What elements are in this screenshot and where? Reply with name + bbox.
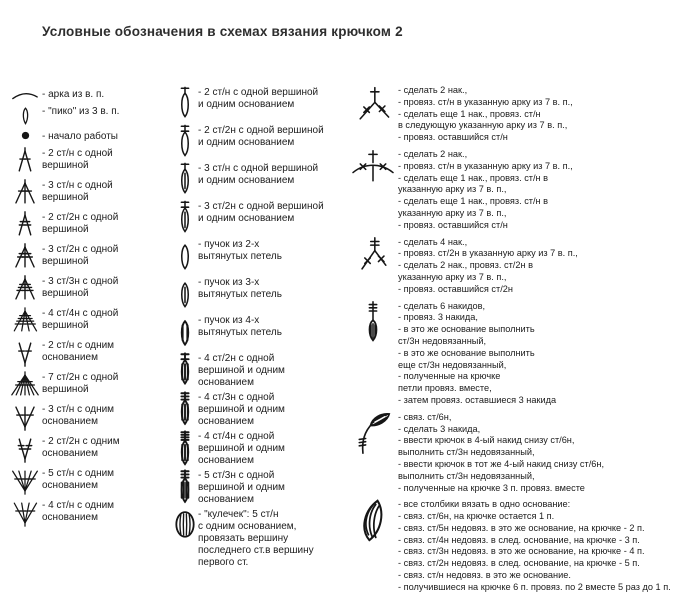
- legend-item: [172, 238, 350, 274]
- legend-line: вершиной: [42, 192, 89, 203]
- puff-2dc-icon: [172, 86, 198, 122]
- legend-line: - сделать 3 накида,: [398, 423, 481, 434]
- legend-item: [348, 498, 690, 593]
- puff-2tr-icon: [172, 124, 198, 160]
- legend-line: - сделать 6 накидов,: [398, 300, 486, 311]
- legend-item: [8, 435, 174, 463]
- legend-item: [348, 236, 690, 296]
- legend-line: - арка из в. п.: [42, 89, 105, 100]
- puff-5dtr-icon: [172, 469, 198, 505]
- legend-line: - полученные на крючке: [398, 371, 501, 382]
- cluster-4qtr-icon: [8, 307, 42, 335]
- legend-item-text: [198, 508, 314, 569]
- legend-item: [172, 124, 350, 160]
- legend-line: - полученные на крючке 3 п. провяз. вместе: [398, 482, 585, 493]
- legend-item: [172, 162, 350, 198]
- cluster-3tr-icon: [8, 243, 42, 271]
- legend-item: [348, 411, 690, 495]
- legend-line: вершиной и одним: [198, 482, 285, 493]
- legend-item-text: [198, 352, 285, 389]
- legend-item: [172, 469, 350, 506]
- legend-line: - ввести крючок в тот же 4-ый накид снизу ст/6н,: [398, 458, 605, 469]
- legend-line: - 2 ст/н с одной: [42, 148, 113, 159]
- legend-item-text: [198, 276, 282, 301]
- legend-item-text: [42, 403, 114, 428]
- legend-item: [8, 371, 174, 399]
- legend-item-text: [198, 124, 324, 149]
- legend-item-text: [198, 86, 318, 111]
- legend-line: - сделать еще 1 нак., провяз. ст/н в: [398, 196, 549, 207]
- legend-line: - 4 ст/3н с одной: [198, 392, 275, 403]
- legend-line: основанием: [42, 448, 98, 459]
- legend-item-text: [198, 391, 285, 428]
- chain-arc-icon: [8, 88, 42, 101]
- legend-item: [172, 276, 350, 312]
- legend-item: [8, 467, 174, 495]
- legend-line: - 2 ст/2н с одной: [42, 212, 119, 223]
- legend-line: основанием: [42, 352, 98, 363]
- fork-2tr-icon: [8, 435, 42, 463]
- legend-line: - связ. ст/3н недовяз. в это же основание, на крючке - 4 п.: [398, 546, 645, 557]
- legend-item: [8, 211, 174, 239]
- legend-column-3: [348, 84, 690, 598]
- legend-item-text: [198, 469, 285, 506]
- legend-line: - 4 ст/н с одним: [42, 500, 115, 511]
- legend-item: [8, 499, 174, 527]
- legend-line: - 3 ст/н с одной вершиной: [198, 163, 319, 174]
- legend-line: - сделать еще 1 нак., провяз. ст/н в: [398, 172, 549, 183]
- legend-line: и одним основанием: [198, 213, 295, 224]
- legend-line: - сделать 2 нак., провяз. ст/2н в: [398, 260, 533, 271]
- legend-line: - в это же основание выполнить: [398, 347, 535, 358]
- legend-line: вытянутых петель: [198, 251, 282, 262]
- legend-line: и одним основанием: [198, 175, 295, 186]
- mega-cluster-icon: [348, 498, 398, 542]
- legend-column-1: [8, 88, 174, 531]
- legend-line: - связ. ст/5н недовяз. в это же основание, на крючке - 2 п.: [398, 522, 645, 533]
- legend-item: [8, 179, 174, 207]
- legend-item: [172, 200, 350, 236]
- legend-item: [348, 84, 690, 144]
- legend-item: [8, 88, 174, 101]
- legend-line: - пучок из 4-х: [198, 315, 260, 326]
- legend-line: вершиной: [42, 288, 89, 299]
- legend-item-text: [42, 339, 114, 364]
- legend-line: - сделать 2 нак.,: [398, 85, 468, 95]
- legend-line: - 3 ст/н с одним: [42, 404, 115, 415]
- legend-column-2: [172, 86, 350, 571]
- legend-line: вершиной: [42, 320, 89, 331]
- legend-item-text: [42, 179, 113, 204]
- legend-item-text: [42, 275, 118, 300]
- legend-line: - 2 ст/2н с одним: [42, 436, 120, 447]
- legend-line: - 5 ст/3н с одной: [198, 470, 275, 481]
- legend-line: - сделать 2 нак.,: [398, 148, 468, 159]
- arc-join-3arm-icon: [348, 148, 398, 188]
- legend-item-text: [42, 307, 118, 332]
- legend-line: вершиной: [42, 224, 89, 235]
- puff-4dtr-icon: [172, 391, 198, 427]
- legend-item-text: [42, 130, 118, 143]
- legend-line: - связ. ст/н недовяз. в это же основание.: [398, 570, 571, 581]
- legend-line: выполнить ст/3н недовязанный,: [398, 470, 535, 481]
- legend-line: основанием: [42, 416, 98, 427]
- legend-item-text: [42, 499, 114, 524]
- legend-item-text: [42, 147, 113, 172]
- cluster-2dc-icon: [8, 147, 42, 175]
- legend-line: - в это же основание выполнить: [398, 324, 535, 335]
- fork-2dc-icon: [8, 339, 42, 367]
- legend-line: указанную арку из 7 в. п.,: [398, 271, 507, 282]
- legend-item: [172, 430, 350, 467]
- legend-line: - связ. ст/2н недовяз. в след. основание, на крючке - 5 п.: [398, 558, 640, 569]
- legend-item-text: [42, 467, 114, 492]
- puff-4qtr-icon: [172, 430, 198, 466]
- arc-join-2yo-icon: [348, 84, 398, 128]
- legend-line: и одним основанием: [198, 137, 295, 148]
- fan-7tr-icon: [8, 371, 42, 399]
- kulechek-icon: [172, 508, 198, 539]
- legend-line: - 3 ст/3н с одной: [42, 276, 119, 287]
- loop-bunch-4-icon: [172, 314, 198, 350]
- legend-line: вершиной и одним: [198, 365, 285, 376]
- legend-item: [8, 130, 174, 143]
- legend-item: [8, 147, 174, 175]
- legend-item: [172, 352, 350, 389]
- legend-line: основанием: [42, 512, 98, 523]
- legend-line: указанную арку из 7 в. п.,: [398, 207, 507, 218]
- legend-item-text: [398, 498, 671, 593]
- legend-item-text: [42, 243, 118, 268]
- legend-line: - пучок из 2-х: [198, 239, 260, 250]
- legend-line: - затем провяз. оставшиеся 3 накида: [398, 394, 557, 405]
- legend-line: - 2 ст/2н с одной вершиной: [198, 125, 324, 136]
- cluster-3dtr-icon: [8, 275, 42, 303]
- puff-3tr-icon: [172, 200, 198, 236]
- legend-line: - 4 ст/2н с одной: [198, 353, 275, 364]
- legend-item-text: [198, 314, 282, 339]
- legend-item-text: [198, 200, 324, 225]
- legend-line: вытянутых петель: [198, 327, 282, 338]
- legend-line: - 3 ст/2н с одной: [42, 244, 119, 255]
- legend-line: - 4 ст/4н с одной: [42, 308, 119, 319]
- legend-line: указанную арку из 7 в. п.,: [398, 184, 507, 195]
- puff-4tr-icon: [172, 352, 198, 388]
- spike-6yo-icon: [348, 300, 398, 344]
- page-title: Условные обозначения в схемах вязания крючком 2: [42, 24, 403, 39]
- legend-line: - провяз. оставшийся ст/н: [398, 132, 508, 143]
- legend-line: - провяз. ст/н в указанную арку из 7 в. п.,: [398, 96, 573, 107]
- legend-line: - 2 ст/н с одним: [42, 340, 115, 351]
- work-start-icon: [8, 130, 42, 141]
- legend-line: основанием: [198, 416, 254, 427]
- legend-line: - связ. ст/6н,: [398, 411, 452, 422]
- legend-line: вершиной: [42, 256, 89, 267]
- legend-line: основанием: [198, 455, 254, 466]
- legend-item-text: [198, 430, 285, 467]
- legend-item: [8, 243, 174, 271]
- legend-item-text: [398, 411, 604, 495]
- legend-line: - 3 ст/2н с одной вершиной: [198, 201, 324, 212]
- legend-item-text: [42, 435, 120, 460]
- legend-line: вытянутых петель: [198, 289, 282, 300]
- legend-line: вершиной и одним: [198, 404, 285, 415]
- legend-line: - провяз. ст/н в указанную арку из 7 в. п.,: [398, 160, 573, 171]
- legend-line: ст/3н недовязанный,: [398, 335, 487, 346]
- legend-item-text: [42, 105, 119, 118]
- legend-line: - провяз. ст/2н в указанную арку из 7 в. п.,: [398, 248, 578, 259]
- legend-line: - ввести крючок в 4-ый накид снизу ст/6н,: [398, 435, 575, 446]
- legend-line: - провяз. оставшийся ст/н: [398, 219, 508, 230]
- legend-line: - "пико" из 3 в. п.: [42, 106, 120, 117]
- legend-line: - все столбики вязать в одно основание:: [398, 499, 571, 510]
- arc-join-4yo-icon: [348, 236, 398, 278]
- legend-item: [172, 86, 350, 122]
- legend-item-text: [398, 84, 573, 144]
- legend-line: - связ. ст/4н недовяз. в след. основание, на крючке - 3 п.: [398, 534, 640, 545]
- legend-item: [348, 148, 690, 232]
- legend-line: вершиной: [42, 384, 89, 395]
- legend-line: первого ст.: [198, 557, 249, 568]
- legend-item-text: [42, 211, 118, 236]
- legend-item: [172, 508, 350, 569]
- legend-line: выполнить ст/3н недовязанный,: [398, 447, 535, 458]
- legend-line: - связ. ст/6н, на крючке остается 1 п.: [398, 511, 555, 522]
- legend-item-text: [198, 162, 318, 187]
- legend-line: - пучок из 3-х: [198, 277, 260, 288]
- legend-line: с одним основанием,: [198, 521, 297, 532]
- legend-line: и одним основанием: [198, 99, 295, 110]
- legend-line: - провяз. оставшийся ст/2н: [398, 283, 513, 294]
- legend-line: - сделать 4 нак.,: [398, 236, 468, 247]
- legend-line: петли провяз. вместе,: [398, 383, 492, 394]
- cluster-2tr-icon: [8, 211, 42, 239]
- legend-item: [8, 339, 174, 367]
- legend-item: [8, 105, 174, 126]
- legend-item-text: [42, 371, 118, 396]
- fan-5dc-icon: [8, 467, 42, 495]
- legend-line: - сделать еще 1 нак., провяз. ст/н: [398, 108, 541, 119]
- puff-3dc-icon: [172, 162, 198, 198]
- legend-line: - начало работы: [42, 131, 118, 142]
- legend-line: основанием: [198, 377, 254, 388]
- loop-bunch-2-icon: [172, 238, 198, 274]
- legend-line: - получившиеся на крючке 6 п. провяз. по 2 вместе 5 раз до 1 п.: [398, 581, 671, 592]
- legend-line: основанием: [198, 494, 254, 505]
- legend-line: - 7 ст/2н с одной: [42, 372, 119, 383]
- legend-line: вершиной и одним: [198, 443, 285, 454]
- legend-item: [8, 403, 174, 431]
- legend-line: в следующую указанную арку из 7 в. п.,: [398, 120, 568, 131]
- picot-icon: [8, 105, 42, 126]
- legend-line: - 2 ст/н с одной вершиной: [198, 87, 319, 98]
- legend-line: - 3 ст/н с одной: [42, 180, 113, 191]
- legend-line: провязать вершину: [198, 533, 289, 544]
- legend-item-text: [398, 236, 578, 296]
- cluster-3dc-icon: [8, 179, 42, 207]
- legend-line: - 4 ст/4н с одной: [198, 431, 275, 442]
- hook-leaf-icon: [348, 411, 398, 455]
- fan-4dc-icon: [8, 499, 42, 527]
- legend-line: - провяз. 3 накида,: [398, 312, 478, 323]
- legend-item-text: [398, 148, 573, 232]
- legend-item: [348, 300, 690, 407]
- legend-item: [8, 275, 174, 303]
- legend-line: последнего ст.в вершину: [198, 545, 314, 556]
- legend-line: вершиной: [42, 160, 89, 171]
- legend-line: - 5 ст/н с одним: [42, 468, 115, 479]
- legend-item: [8, 307, 174, 335]
- legend-item: [172, 314, 350, 350]
- legend-line: основанием: [42, 480, 98, 491]
- fork-3dc-icon: [8, 403, 42, 431]
- legend-line: еще ст/3н недовязанный,: [398, 359, 507, 370]
- legend-line: - "кулечек": 5 ст/н: [198, 509, 279, 520]
- loop-bunch-3-icon: [172, 276, 198, 312]
- legend-item-text: [198, 238, 282, 263]
- legend-item: [172, 391, 350, 428]
- legend-item-text: [42, 88, 104, 101]
- legend-item-text: [398, 300, 556, 407]
